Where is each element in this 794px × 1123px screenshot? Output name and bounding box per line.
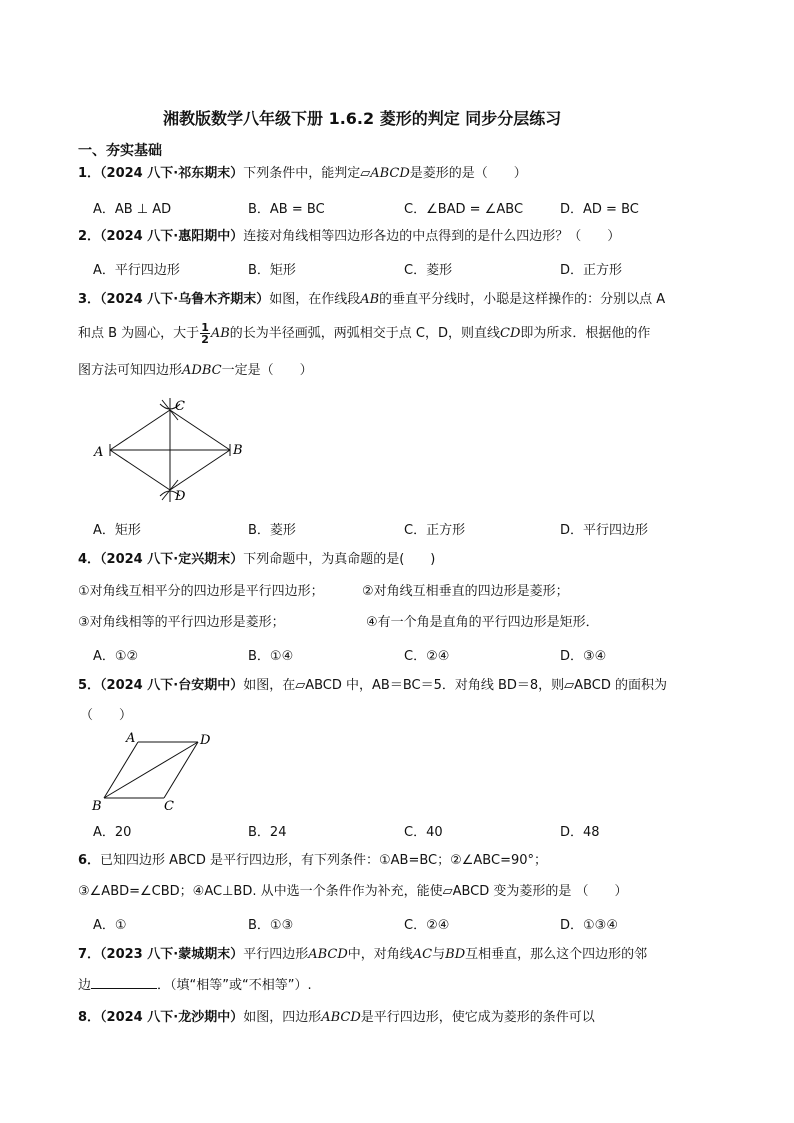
math-abcd: ABCD (308, 947, 348, 962)
question-number: 5． (78, 678, 101, 693)
question-2 (78, 227, 620, 247)
question-source: （2024 八下·龙沙期中） (100, 1010, 244, 1025)
question-text: 如图，四边形 (243, 1010, 322, 1025)
q4-option-b[interactable]: B．①④ (248, 649, 294, 664)
question-text: 如图，在▱ABCD 中，AB＝BC＝5．对角线 BD＝8，则▱ABCD 的面积为 (243, 678, 667, 693)
label-b: B (92, 799, 102, 812)
segment-dc (164, 742, 198, 798)
question-7-line-2 (78, 976, 312, 996)
question-source: （2024 八下·惠阳期中） (100, 229, 244, 244)
q6-option-d[interactable]: D．①③④ (560, 918, 618, 933)
question-number: 8． (78, 1010, 101, 1025)
diagonal-bd (104, 742, 198, 798)
question-text: 如图，在作线段 (269, 292, 361, 307)
question-text: 即为所求．根据他的作 (520, 326, 651, 341)
question-text: ．（填“相等”或“不相等”）. (157, 978, 312, 993)
q6-option-c[interactable]: C．②④ (404, 918, 450, 933)
question-3-line-3 (78, 361, 313, 381)
q4-option-c[interactable]: C．②④ (404, 649, 450, 664)
math-ac: AC (412, 947, 433, 962)
question-text: 下列条件中，能判定▱ (243, 166, 371, 181)
question-text: 边 (78, 978, 92, 993)
label-b: B (233, 443, 243, 458)
label-a: A (94, 445, 104, 460)
fraction-denominator: 2 (201, 333, 209, 346)
q2-option-a[interactable]: A．平行四边形 (93, 263, 180, 278)
q5-option-c[interactable]: C．40 (404, 825, 443, 840)
question-source: （2024 八下·定兴期末） (100, 552, 244, 567)
question-number: 7． (78, 947, 101, 962)
q1-option-b[interactable]: B．AB = BC (248, 202, 325, 217)
q5-option-d[interactable]: D．48 (560, 825, 600, 840)
q1-option-c[interactable]: C．∠BAD = ∠ABC (404, 202, 524, 217)
math-bd: BD (445, 947, 466, 962)
q6-option-b[interactable]: B．①③ (248, 918, 294, 933)
question-source: （2023 八下·蒙城期末） (100, 947, 244, 962)
question-1 (78, 164, 527, 184)
math-cd: CD (500, 326, 521, 341)
question-text: 是菱形的是（ ） (409, 166, 527, 181)
question-text: 和点 B 为圆心，大于 (78, 326, 200, 341)
section-heading: 一、夯实基础 (78, 143, 162, 159)
label-a: A (126, 731, 136, 746)
math-abcd: ABCD (370, 166, 410, 181)
question-4 (78, 550, 435, 570)
question-text: 一定是（ ） (221, 363, 313, 378)
math-ab: AB (360, 292, 380, 307)
q4-option-a[interactable]: A．①② (93, 649, 139, 664)
q3-option-d[interactable]: D．平行四边形 (560, 523, 649, 538)
segment-ba (104, 742, 138, 798)
question-3-line-1 (78, 290, 665, 310)
q6-option-a[interactable]: A．① (93, 918, 127, 933)
question-number: 4． (78, 552, 101, 567)
label-c: C (175, 399, 185, 414)
question-text: 是平行四边形，使它成为菱形的条件可以 (360, 1010, 595, 1025)
question-number: 3． (78, 292, 101, 307)
q4-statement-2: ②对角线互相垂直的四边形是菱形； (362, 584, 569, 599)
question-5 (78, 676, 667, 696)
label-c: C (164, 799, 174, 812)
question-6-line-2: ③∠ABD=∠CBD；④AC⊥BD. 从中选一个条件作为补充，能使▱ABCD 变为菱形的是 （ ） (78, 884, 628, 899)
q3-figure (90, 392, 250, 510)
q5-option-b[interactable]: B．24 (248, 825, 287, 840)
question-text: 连接对角线相等四边形各边的中点得到的是什么四边形？（ ） (243, 229, 621, 244)
fraction-numerator: 1 (201, 321, 209, 334)
question-8 (78, 1008, 595, 1028)
question-text: 的长为半径画弧，两弧相交于点 C，D，则直线 (229, 326, 501, 341)
question-6-line-1 (78, 851, 547, 871)
question-3-line-2 (78, 322, 650, 345)
question-text: 中，对角线 (347, 947, 413, 962)
q4-statement-4: ④有一个角是直角的平行四边形是矩形． (366, 615, 599, 630)
q2-option-b[interactable]: B．矩形 (248, 263, 296, 278)
segment-bd (170, 450, 230, 490)
q2-option-d[interactable]: D．正方形 (560, 263, 623, 278)
question-text: 图方法可知四边形 (78, 363, 183, 378)
q1-option-d[interactable]: D．AD = BC (560, 202, 639, 217)
q4-statement-3: ③对角线相等的平行四边形是菱形； (78, 615, 285, 630)
question-5-paren: （ ） (80, 708, 133, 723)
question-text: 互相垂直，那么这个四边形的邻 (465, 947, 648, 962)
answer-blank[interactable] (91, 976, 157, 989)
label-d: D (175, 489, 186, 504)
math-adbc: ADBC (182, 363, 222, 378)
q5-option-a[interactable]: A．20 (93, 825, 132, 840)
q3-option-a[interactable]: A．矩形 (93, 523, 141, 538)
fraction-one-half (200, 322, 210, 345)
math-abcd: ABCD (321, 1010, 361, 1025)
question-text: 已知四边形 ABCD 是平行四边形，有下列条件：①AB=BC；②∠ABC=90°； (100, 853, 548, 868)
segment-ac (110, 410, 170, 450)
question-7-line-1 (78, 945, 647, 965)
question-source: （2024 八下·台安期中） (100, 678, 244, 693)
question-text: 平行四边形 (243, 947, 309, 962)
question-source: （2024 八下·祁东期末） (100, 166, 244, 181)
q2-option-c[interactable]: C．菱形 (404, 263, 453, 278)
question-number: 2． (78, 229, 101, 244)
q3-option-b[interactable]: B．菱形 (248, 523, 296, 538)
question-text: 下列命题中，为真命题的是( ) (243, 552, 436, 567)
q1-option-a[interactable]: A．AB ⊥ AD (93, 202, 172, 217)
q5-figure (88, 728, 218, 812)
math-ab: AB (210, 326, 230, 341)
segment-cb (170, 410, 230, 450)
q3-option-c[interactable]: C．正方形 (404, 523, 466, 538)
question-number: 6． (78, 853, 101, 868)
question-text: 与 (432, 947, 446, 962)
segment-da (110, 450, 170, 490)
page-title: 湘教版数学八年级下册 1.6.2 菱形的判定 同步分层练习 (163, 109, 562, 128)
label-d: D (200, 733, 211, 748)
question-source: （2024 八下·乌鲁木齐期末） (100, 292, 270, 307)
q4-option-d[interactable]: D．③④ (560, 649, 607, 664)
q4-statement-1: ①对角线互相平分的四边形是平行四边形； (78, 584, 324, 599)
question-text: 的垂直平分线时，小聪是这样操作的：分别以点 A (379, 292, 666, 307)
question-number: 1． (78, 166, 101, 181)
